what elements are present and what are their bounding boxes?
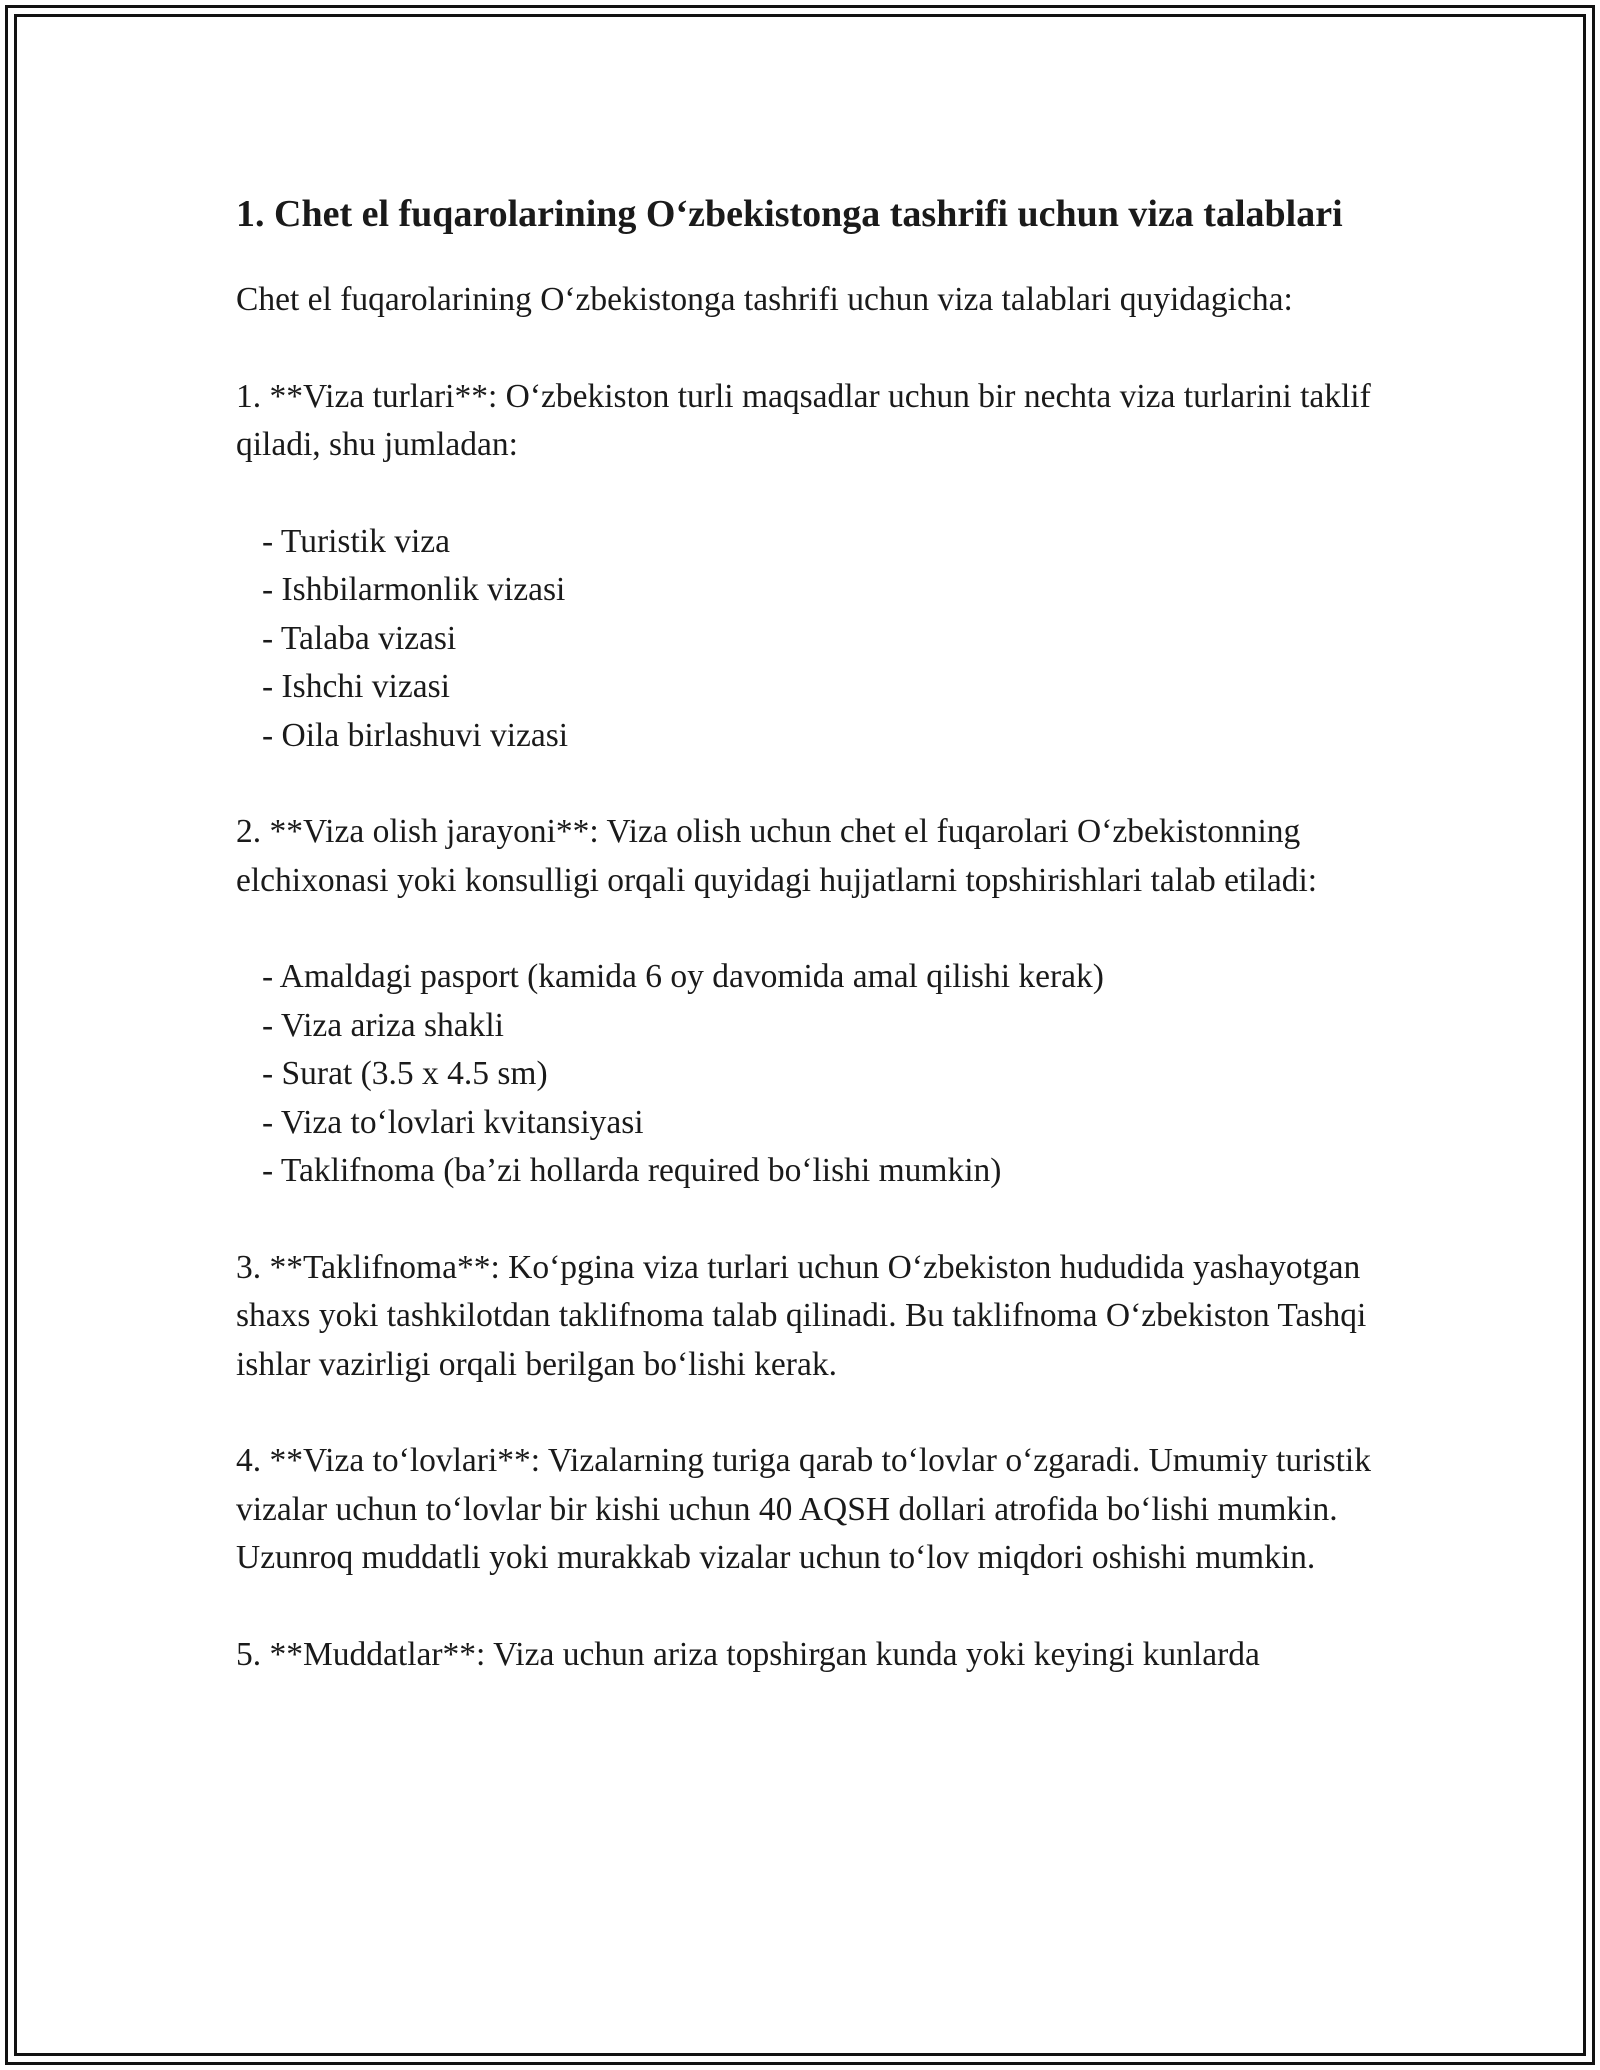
list-item: - Oila birlashuvi vizasi <box>262 716 569 754</box>
section-visa-fees: 4. **Viza to‘lovlari**: Vizalarning turiga qarab to‘lovlar o‘zgaradi. Umumiy turistik vizalar uchun to‘lovlar bir kishi uchun 40 AQSH dollari atrofida bo‘lishi mumkin. Uzunroq muddatli yoki murakkab vizalar uchun to‘lov miqdori oshishi mumkin. <box>236 1442 1371 1576</box>
document-heading: 1. Chet el fuqarolarining O‘zbekistonga tashrifi uchun viza talablari <box>236 193 1343 235</box>
section-invitation: 3. **Taklifnoma**: Ko‘pgina viza turlari uchun O‘zbekiston hududida yashayotgan shaxs yoki tashkilotdan taklifnoma talab qilinadi. Bu taklifnoma O‘zbekiston Tashqi ishlar vazirligi orqali berilgan bo‘lishi kerak. <box>236 1248 1367 1383</box>
list-item: - Surat (3.5 x 4.5 sm) <box>262 1055 548 1092</box>
intro-paragraph: Chet el fuqarolarining O‘zbekistonga tashrifi uchun viza talablari quyidagicha: <box>236 281 1293 318</box>
list-item: - Ishbilarmonlik vizasi <box>262 571 566 608</box>
visa-types-list <box>236 518 1376 761</box>
section-deadlines: 5. **Muddatlar**: Viza uchun ariza topshirgan kunda yoki keyingi kunlarda <box>236 1635 1260 1673</box>
list-item: - Ishchi vizasi <box>262 668 450 705</box>
list-item: - Talaba vizasi <box>262 619 457 657</box>
list-item: - Taklifnoma (ba’zi hollarda required bo‘lishi mumkin) <box>262 1152 1002 1189</box>
section-visa-types: 1. **Viza turlari**: O‘zbekiston turli maqsadlar uchun bir nechta viza turlarini taklif qiladi, shu jumladan: <box>236 377 1371 463</box>
section-visa-process: 2. **Viza olish jarayoni**: Viza olish uchun chet el fuqarolari O‘zbekistonning elchixonasi yoki konsulligi orqali quyidagi hujjatlarni topshirishlari talab etiladi: <box>236 813 1318 899</box>
list-item: - Turistik viza <box>262 522 450 560</box>
list-item: - Viza to‘lovlari kvitansiyasi <box>262 1103 644 1141</box>
list-item: - Amaldagi pasport (kamida 6 oy davomida amal qilishi kerak) <box>262 958 1104 995</box>
list-item: - Viza ariza shakli <box>262 1006 504 1044</box>
required-documents-list <box>236 953 1376 1196</box>
document-body <box>236 186 1376 1727</box>
